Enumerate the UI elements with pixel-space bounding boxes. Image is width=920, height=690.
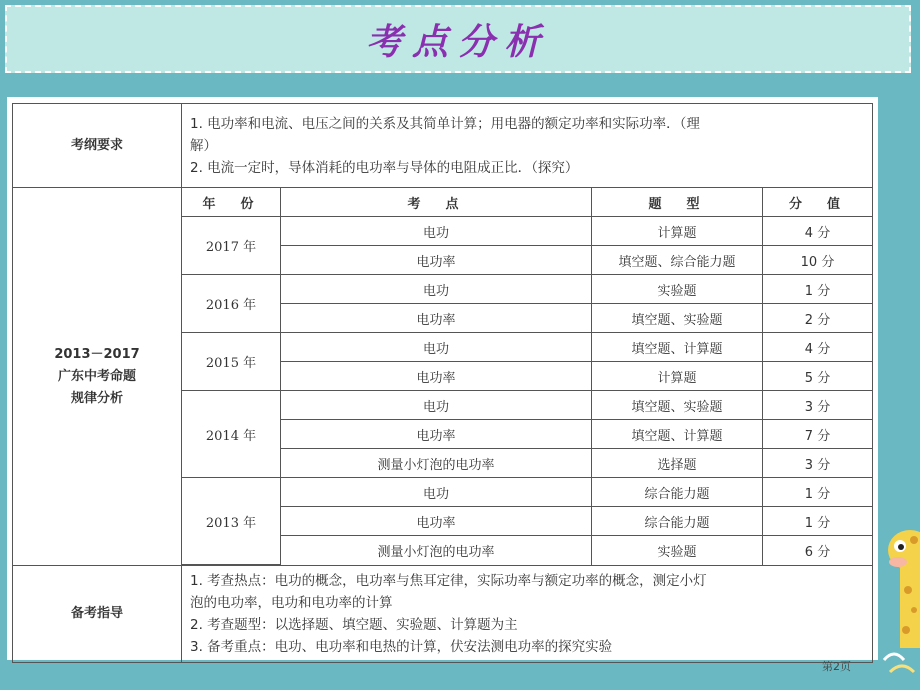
point-cell: 电功	[281, 333, 592, 362]
analysis-table	[12, 103, 873, 663]
year-cell: 2016 年	[182, 275, 281, 333]
point-cell: 电功	[281, 275, 592, 304]
table-row	[182, 217, 872, 246]
point-cell: 电功率	[281, 420, 592, 449]
type-cell: 填空题、实验题	[592, 391, 763, 420]
table-row	[182, 449, 872, 478]
point-cell: 电功	[281, 217, 592, 246]
type-cell: 填空题、计算题	[592, 420, 763, 449]
year-cell: 2013 年	[182, 478, 281, 565]
giraffe-cartoon-icon	[870, 510, 920, 690]
table-row	[182, 391, 872, 420]
type-cell: 填空题、综合能力题	[592, 246, 763, 275]
requirement-line-1: 1. 电功率和电流、电压之间的关系及其简单计算；用电器的额定功率和实际功率．（理	[190, 115, 700, 132]
type-cell: 填空题、计算题	[592, 333, 763, 362]
requirement-row	[13, 104, 873, 188]
year-cell: 2017 年	[182, 217, 281, 275]
score-cell: 7 分	[763, 420, 873, 449]
score-cell: 5 分	[763, 362, 873, 391]
score-cell: 10 分	[763, 246, 873, 275]
type-cell: 填空题、实验题	[592, 304, 763, 333]
analysis-label-line-2: 广东中考命题	[57, 368, 136, 384]
guide-row	[13, 566, 873, 663]
guide-text	[182, 566, 873, 663]
guide-label: 备考指导	[13, 566, 182, 663]
type-cell: 综合能力题	[592, 507, 763, 536]
point-cell: 电功率	[281, 304, 592, 333]
table-row	[182, 246, 872, 275]
score-cell: 4 分	[763, 333, 873, 362]
requirement-label: 考纲要求	[13, 104, 182, 188]
type-cell: 选择题	[592, 449, 763, 478]
requirement-line-3: 2. 电流一定时，导体消耗的电功率与导体的电阻成正比．（探究）	[190, 159, 579, 176]
point-cell: 电功率	[281, 507, 592, 536]
point-cell: 测量小灯泡的电功率	[281, 449, 592, 478]
type-cell: 实验题	[592, 536, 763, 565]
header-point: 考 点	[281, 188, 592, 217]
table-row	[182, 478, 872, 507]
requirement-line-2: 解）	[190, 137, 217, 154]
year-cell: 2015 年	[182, 333, 281, 391]
guide-line-3: 2. 考查题型：以选择题、填空题、实验题、计算题为主	[190, 617, 518, 633]
analysis-grid-cell	[182, 188, 873, 566]
point-cell: 电功	[281, 391, 592, 420]
table-row	[182, 536, 872, 565]
analysis-label-line-1: 2013－2017	[54, 346, 140, 362]
guide-line-4: 3. 备考重点：电功、电功率和电热的计算，伏安法测电功率的探究实验	[190, 639, 613, 655]
guide-line-1: 1. 考查热点：电功的概念，电功率与焦耳定律，实际功率与额定功率的概念，测定小灯	[190, 573, 707, 589]
table-row	[182, 304, 872, 333]
table-header-row	[182, 188, 872, 217]
point-cell: 电功率	[281, 362, 592, 391]
analysis-label-line-3: 规律分析	[70, 390, 123, 406]
type-cell: 计算题	[592, 362, 763, 391]
header-year: 年 份	[182, 188, 281, 217]
score-cell: 4 分	[763, 217, 873, 246]
type-cell: 综合能力题	[592, 478, 763, 507]
title-box	[5, 5, 911, 73]
guide-line-2: 泡的电功率，电功和电功率的计算	[190, 595, 393, 611]
exam-stats-table	[182, 188, 872, 565]
requirement-text	[182, 104, 873, 188]
table-row	[182, 362, 872, 391]
header-score: 分 值	[763, 188, 873, 217]
type-cell: 计算题	[592, 217, 763, 246]
analysis-row	[13, 188, 873, 566]
header-type: 题 型	[592, 188, 763, 217]
score-cell: 6 分	[763, 536, 873, 565]
content-panel	[7, 97, 878, 660]
type-cell: 实验题	[592, 275, 763, 304]
score-cell: 1 分	[763, 275, 873, 304]
score-cell: 2 分	[763, 304, 873, 333]
point-cell: 测量小灯泡的电功率	[281, 536, 592, 565]
point-cell: 电功率	[281, 246, 592, 275]
analysis-label	[13, 188, 182, 566]
year-cell: 2014 年	[182, 391, 281, 478]
score-cell: 3 分	[763, 391, 873, 420]
table-row	[182, 275, 872, 304]
table-row	[182, 420, 872, 449]
score-cell: 3 分	[763, 449, 873, 478]
page-number: 第2页	[822, 660, 851, 673]
score-cell: 1 分	[763, 478, 873, 507]
table-row	[182, 507, 872, 536]
title-band	[0, 0, 920, 82]
score-cell: 1 分	[763, 507, 873, 536]
table-row	[182, 333, 872, 362]
slide-title: 考点分析	[365, 20, 550, 63]
point-cell: 电功	[281, 478, 592, 507]
